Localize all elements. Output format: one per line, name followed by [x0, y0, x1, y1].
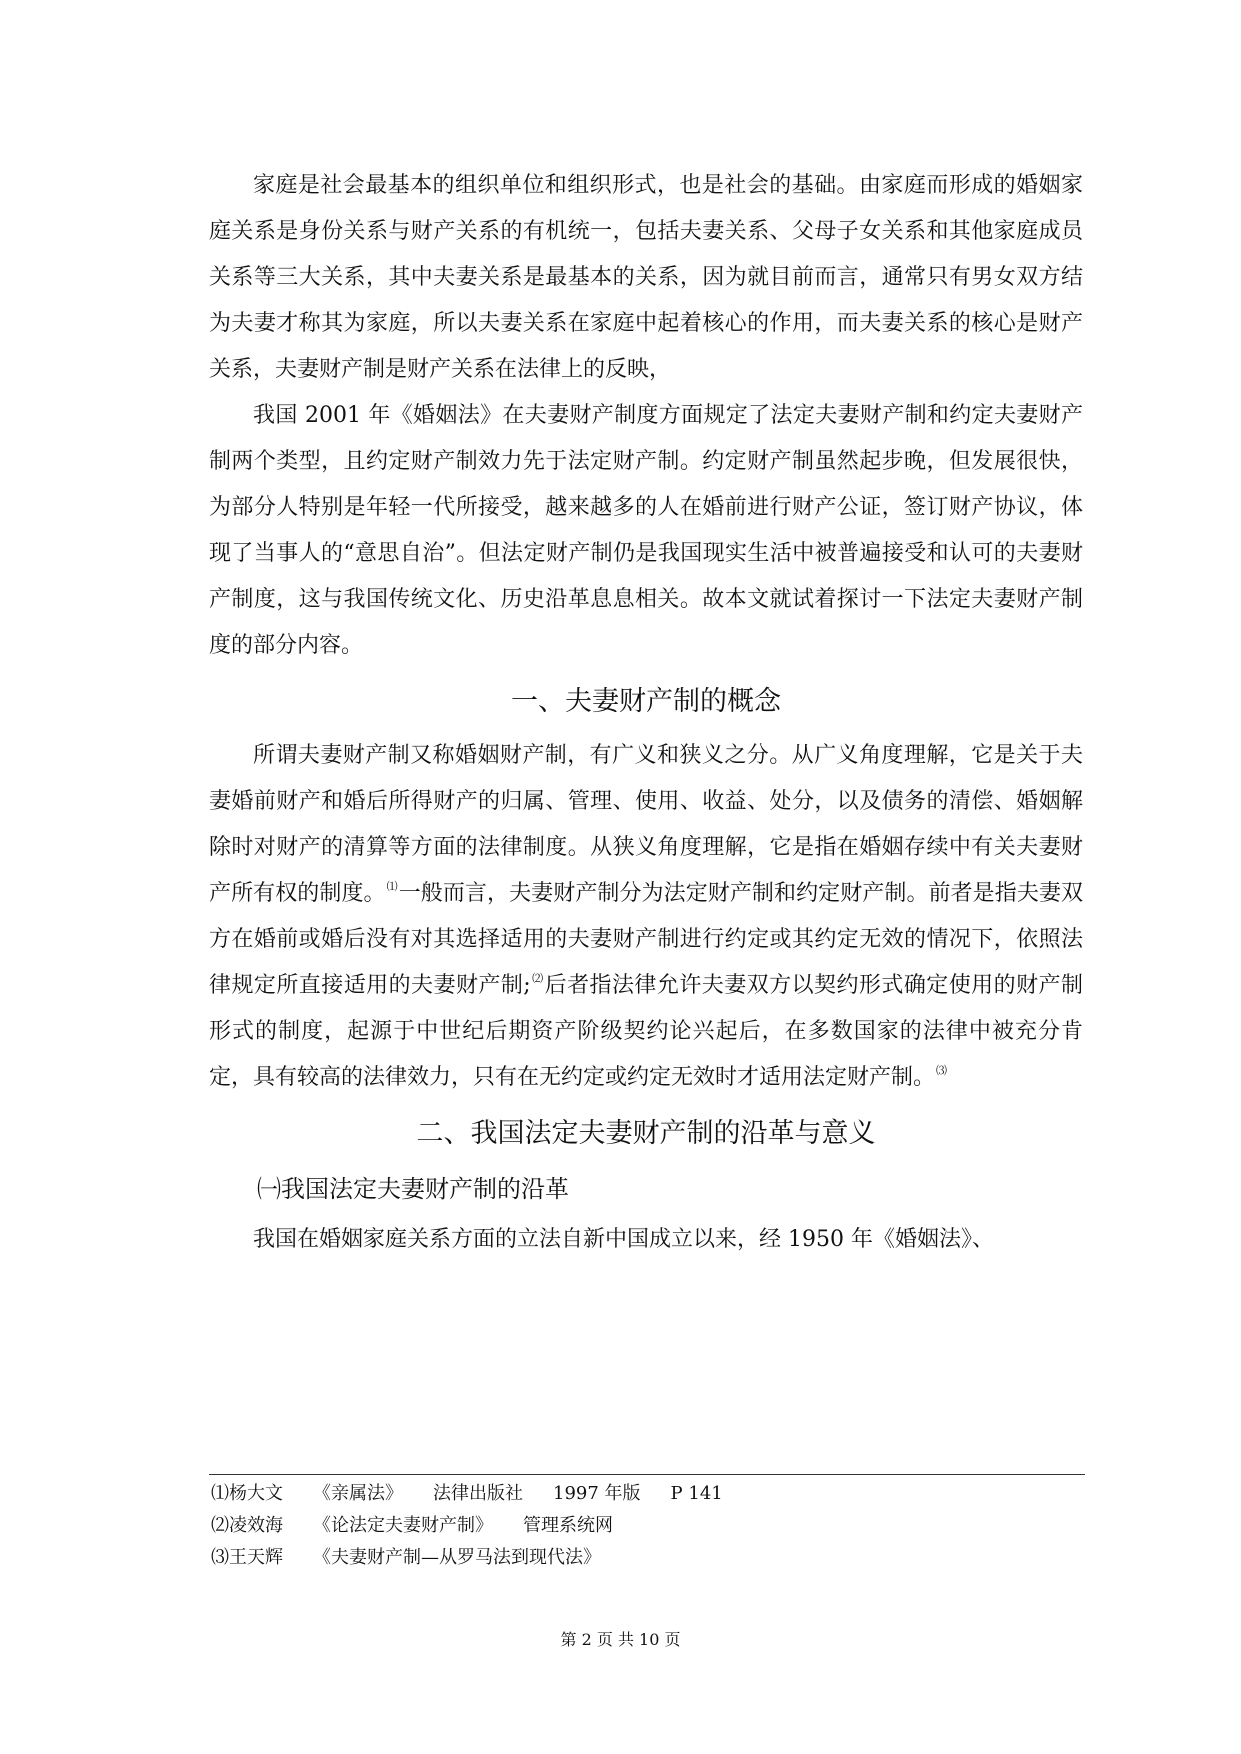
footnote-author: ⑵凌效海 [211, 1515, 283, 1536]
footnote-edition: 1997 年版 [553, 1483, 641, 1504]
footnote-3 [211, 1542, 1071, 1574]
footnote-2 [211, 1510, 1071, 1542]
paragraph-intro: 家庭是社会最基本的组织单位和组织形式，也是社会的基础。由家庭而形成的婚姻家庭关系是身份关系与财产关系的有机统一，包括夫妻关系、父母子女关系和其他家庭成员关系等三大关系，其中夫妻关系是最基本的关系，因为就目前而言，通常只有男女双方结为夫妻才称其为家庭，所以夫妻关系在家庭中起着核心的作用，而夫妻关系的核心是财产关系，夫妻财产制是财产关系在法律上的反映， [209, 173, 1083, 382]
footnote-ref-3: ⑶ [936, 1064, 948, 1077]
footnote-title: 《夫妻财产制—从罗马法到现代法》 [313, 1547, 601, 1568]
paragraph-history: 我国在婚姻家庭关系方面的立法自新中国成立以来，经 1950 年《婚姻法》、 [253, 1227, 994, 1252]
page-number: 第 2 页 共 10 页 [560, 1630, 681, 1649]
paragraph-marriage-law: 我国 2001 年《婚姻法》在夫妻财产制度方面规定了法定夫妻财产制和约定夫妻财产制两个类型，且约定财产制效力先于法定财产制。约定财产制虽然起步晚，但发展很快，为部分人特别是年轻一代所接受，越来越多的人在婚前进行财产公证，签订财产协议，体现了当事人的“意思自治”。但法定财产制仍是我国现实生活中被普遍接受和认可的夫妻财产制度，这与我国传统文化、历史沿革息息相关。故本文就试着探讨一下法定夫妻财产制度的部分内容。 [209, 403, 1083, 658]
footnote-page: P 141 [670, 1483, 723, 1504]
paragraph-concept [209, 733, 1083, 1101]
footnote-divider [209, 1474, 1085, 1475]
footnote-source: 管理系统网 [523, 1515, 613, 1536]
subsection-heading: ㈠我国法定夫妻财产制的沿革 [257, 1175, 569, 1203]
footnote-ref-2: ⑵ [531, 972, 544, 985]
concept-text-c: 后者指法律允许夫妻双方以契约形式确定使用的财产制形式的制度，起源于中世纪后期资产阶级契约论兴起后，在多数国家的法律中被充分肯定，具有较高的法律效力，只有在无约定或约定无效时才适用法定财产制。 [209, 973, 1083, 1090]
footnote-author: ⑶王天辉 [211, 1547, 283, 1568]
footnotes [211, 1478, 1071, 1574]
section-heading-2: 二、我国法定夫妻财产制的沿革与意义 [416, 1118, 876, 1149]
section-heading-1: 一、夫妻财产制的概念 [511, 686, 781, 717]
footnote-ref-1: ⑴ [386, 880, 398, 893]
footnote-author: ⑴杨大文 [211, 1483, 283, 1504]
concept-text-b: 一般而言，夫妻财产制分为法定财产制和约定财产制。前者是指夫妻双方在婚前或婚后没有对其选择适用的夫妻财产制进行约定或其约定无效的情况下，依照法律规定所直接适用的夫妻财产制; [209, 881, 1083, 998]
footnote-publisher: 法律出版社 [433, 1483, 523, 1504]
footnote-title: 《论法定夫妻财产制》 [313, 1515, 493, 1536]
footnote-1 [211, 1478, 1071, 1510]
concept-text-a: 所谓夫妻财产制又称婚姻财产制，有广义和狭义之分。从广义角度理解，它是关于夫妻婚前财产和婚后所得财产的归属、管理、使用、收益、处分，以及债务的清偿、婚姻解除时对财产的清算等方面的法律制度。从狭义角度理解，它是指在婚姻存续中有关夫妻财产所有权的制度。 [209, 743, 1083, 906]
body-text [209, 163, 1083, 1263]
footnote-title: 《亲属法》 [313, 1483, 403, 1504]
